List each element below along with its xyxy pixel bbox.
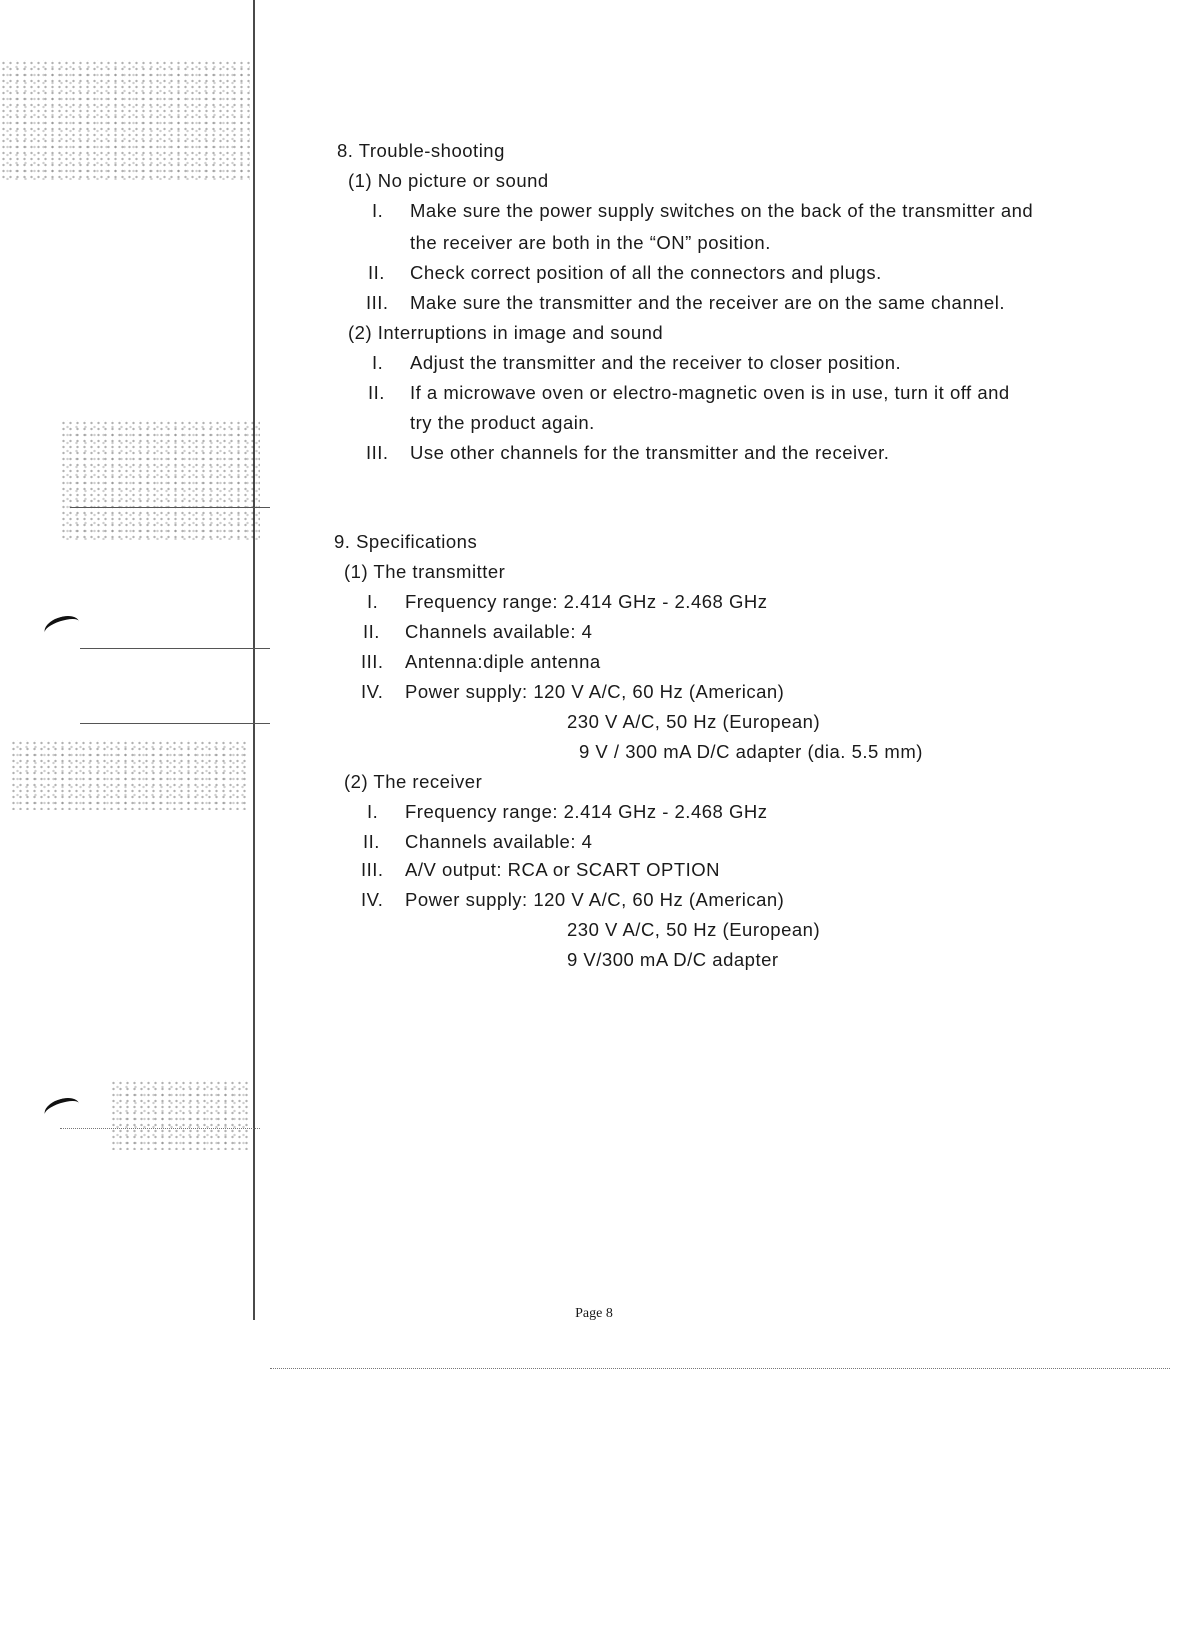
item-text: Channels available: 4 <box>405 621 593 642</box>
scan-line <box>70 507 270 508</box>
power-spec-line: 9 V/300 mA D/C adapter <box>567 949 779 970</box>
item-text: Frequency range: 2.414 GHz - 2.468 GHz <box>405 591 768 612</box>
item-text: Antenna:diple antenna <box>405 651 601 672</box>
troubleshooting-heading: 8. Trouble-shooting <box>337 140 505 161</box>
item-num: III. <box>366 442 389 463</box>
item-text-continued: try the product again. <box>410 412 595 433</box>
item-text: Power supply: 120 V A/C, 60 Hz (American) <box>405 681 785 702</box>
punch-mark <box>42 612 82 642</box>
page-number: Page 8 <box>575 1306 613 1321</box>
item-num: I. <box>372 200 384 221</box>
item-text: Adjust the transmitter and the receiver to closer position. <box>410 352 902 373</box>
scan-noise <box>60 420 260 540</box>
item-text: Check correct position of all the connectors and plugs. <box>410 262 882 283</box>
no-picture-heading: (1) No picture or sound <box>348 170 549 191</box>
item-num: I. <box>367 801 379 822</box>
item-num: III. <box>366 292 389 313</box>
item-text: Make sure the transmitter and the receiver are on the same channel. <box>410 292 1005 313</box>
item-num: II. <box>363 621 380 642</box>
item-text: Power supply: 120 V A/C, 60 Hz (American) <box>405 889 785 910</box>
specifications-heading: 9. Specifications <box>334 531 478 552</box>
scan-line <box>80 723 270 724</box>
transmitter-heading: (1) The transmitter <box>344 561 506 582</box>
item-text: Make sure the power supply switches on the back of the transmitter and <box>410 200 1034 221</box>
scan-dots <box>270 1368 1170 1370</box>
receiver-heading: (2) The receiver <box>344 771 483 792</box>
power-spec-line: 230 V A/C, 50 Hz (European) <box>567 711 821 732</box>
interruptions-heading: (2) Interruptions in image and sound <box>348 322 664 343</box>
power-spec-line: 9 V / 300 mA D/C adapter (dia. 5.5 mm) <box>579 741 923 762</box>
item-num: II. <box>363 831 380 852</box>
scan-noise <box>110 1080 250 1150</box>
scan-noise <box>10 740 250 810</box>
binding-edge-line <box>253 0 255 1320</box>
item-num: III. <box>361 651 384 672</box>
item-num: IV. <box>361 889 384 910</box>
power-spec-line: 230 V A/C, 50 Hz (European) <box>567 919 821 940</box>
item-num: III. <box>361 859 384 880</box>
item-text-continued: the receiver are both in the “ON” position. <box>410 232 771 253</box>
item-num: II. <box>368 262 385 283</box>
scan-line <box>80 648 270 649</box>
item-text: If a microwave oven or electro-magnetic oven is in use, turn it off and <box>410 382 1010 403</box>
scan-noise <box>0 60 250 180</box>
item-num: IV. <box>361 681 384 702</box>
item-num: I. <box>372 352 384 373</box>
item-text: Channels available: 4 <box>405 831 593 852</box>
item-text: A/V output: RCA or SCART OPTION <box>405 859 721 880</box>
punch-mark <box>42 1094 82 1124</box>
scan-dots <box>60 1128 260 1130</box>
item-text: Frequency range: 2.414 GHz - 2.468 GHz <box>405 801 768 822</box>
item-text: Use other channels for the transmitter and the receiver. <box>410 442 890 463</box>
item-num: II. <box>368 382 385 403</box>
item-num: I. <box>367 591 379 612</box>
